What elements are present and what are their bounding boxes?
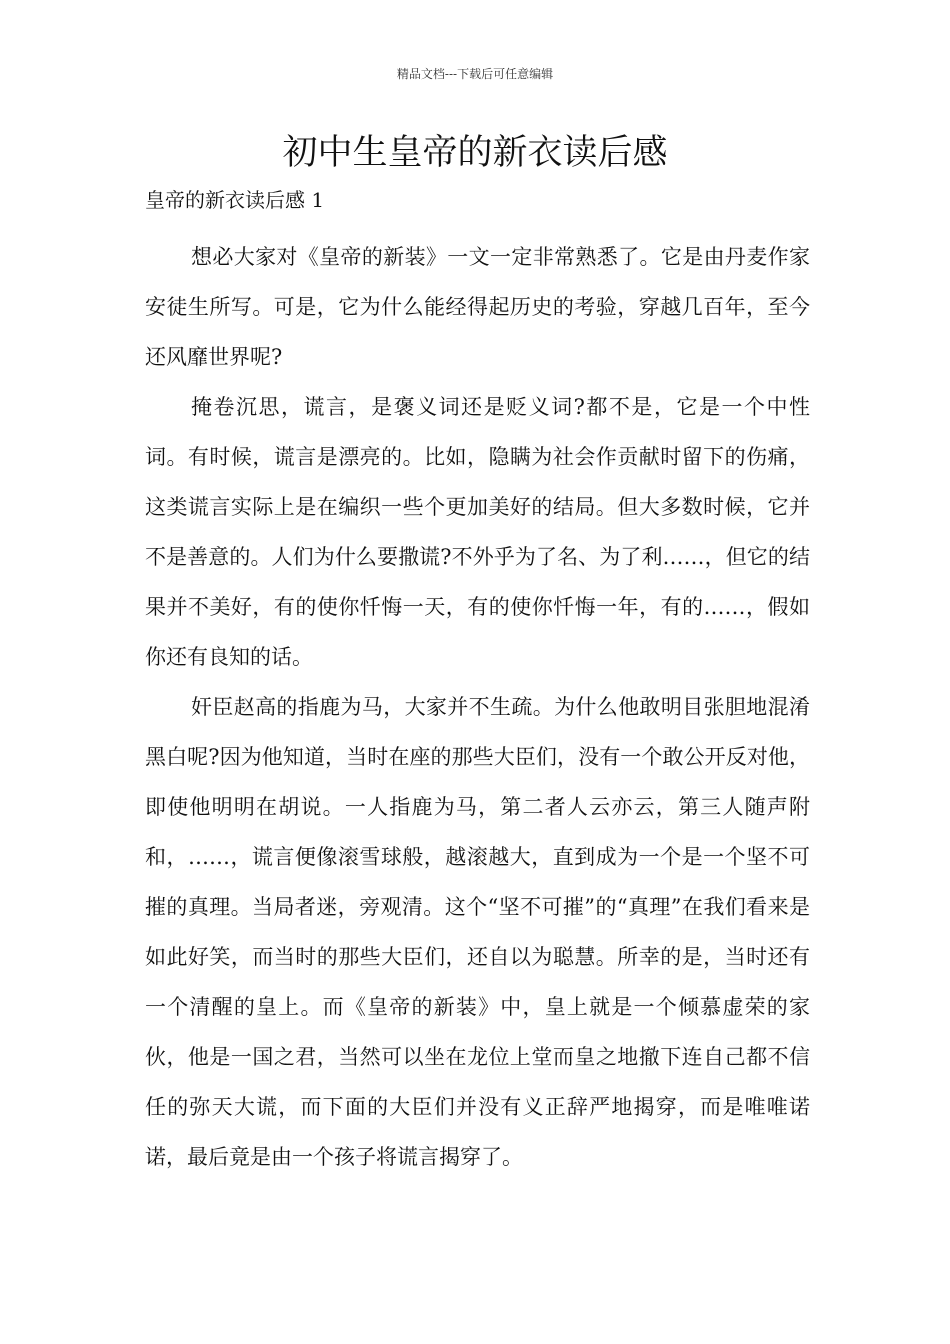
page-header: 精品文档---下载后可任意编辑 [396, 67, 554, 81]
paragraph-2: 掩卷沉思，谎言，是褒义词还是贬义词?都不是，它是一个中性词。有时候，谎言是漂亮的。比如，隐瞒为社会作贡献时留下的伤痛，这类谎言实际上是在编织一些个更加美好的结局。但大多数时候，它并不是善意的。人们为什么要撒谎?不外乎为了名、为了利……，但它的结果并不美好，有的使你忏悔一天，有的使你忏悔一年，有的……，假如你还有良知的话。 [145, 395, 810, 669]
section-subtitle: 皇帝的新衣读后感 1 [145, 188, 325, 212]
document-title: 初中生皇帝的新衣读后感 [282, 133, 668, 173]
paragraph-1: 想必大家对《皇帝的新装》一文一定非常熟悉了。它是由丹麦作家安徒生所写。可是，它为什么能经得起历史的考验，穿越几百年，至今还风靡世界呢? [145, 245, 810, 369]
paragraph-3: 奸臣赵高的指鹿为马，大家并不生疏。为什么他敢明目张胆地混淆黑白呢?因为他知道，当时在座的那些大臣们，没有一个敢公开反对他，即使他明明在胡说。一人指鹿为马，第二者人云亦云，第三人随声附和，……，谎言便像滚雪球般，越滚越大，直到成为一个是一个坚不可摧的真理。当局者迷，旁观清。这个“坚不可摧”的“真理”在我们看来是如此好笑，而当时的那些大臣们，还自以为聪慧。所幸的是，当时还有一个清醒的皇上。而《皇帝的新装》中，皇上就是一个倾慕虚荣的家伙，他是一国之君，当然可以坐在龙位上堂而皇之地撤下连自己都不信任的弥天大谎，而下面的大臣们并没有义正辞严地揭穿，而是唯唯诺诺，最后竟是由一个孩子将谎言揭穿了。 [145, 695, 810, 1169]
body-text [145, 232, 810, 1182]
